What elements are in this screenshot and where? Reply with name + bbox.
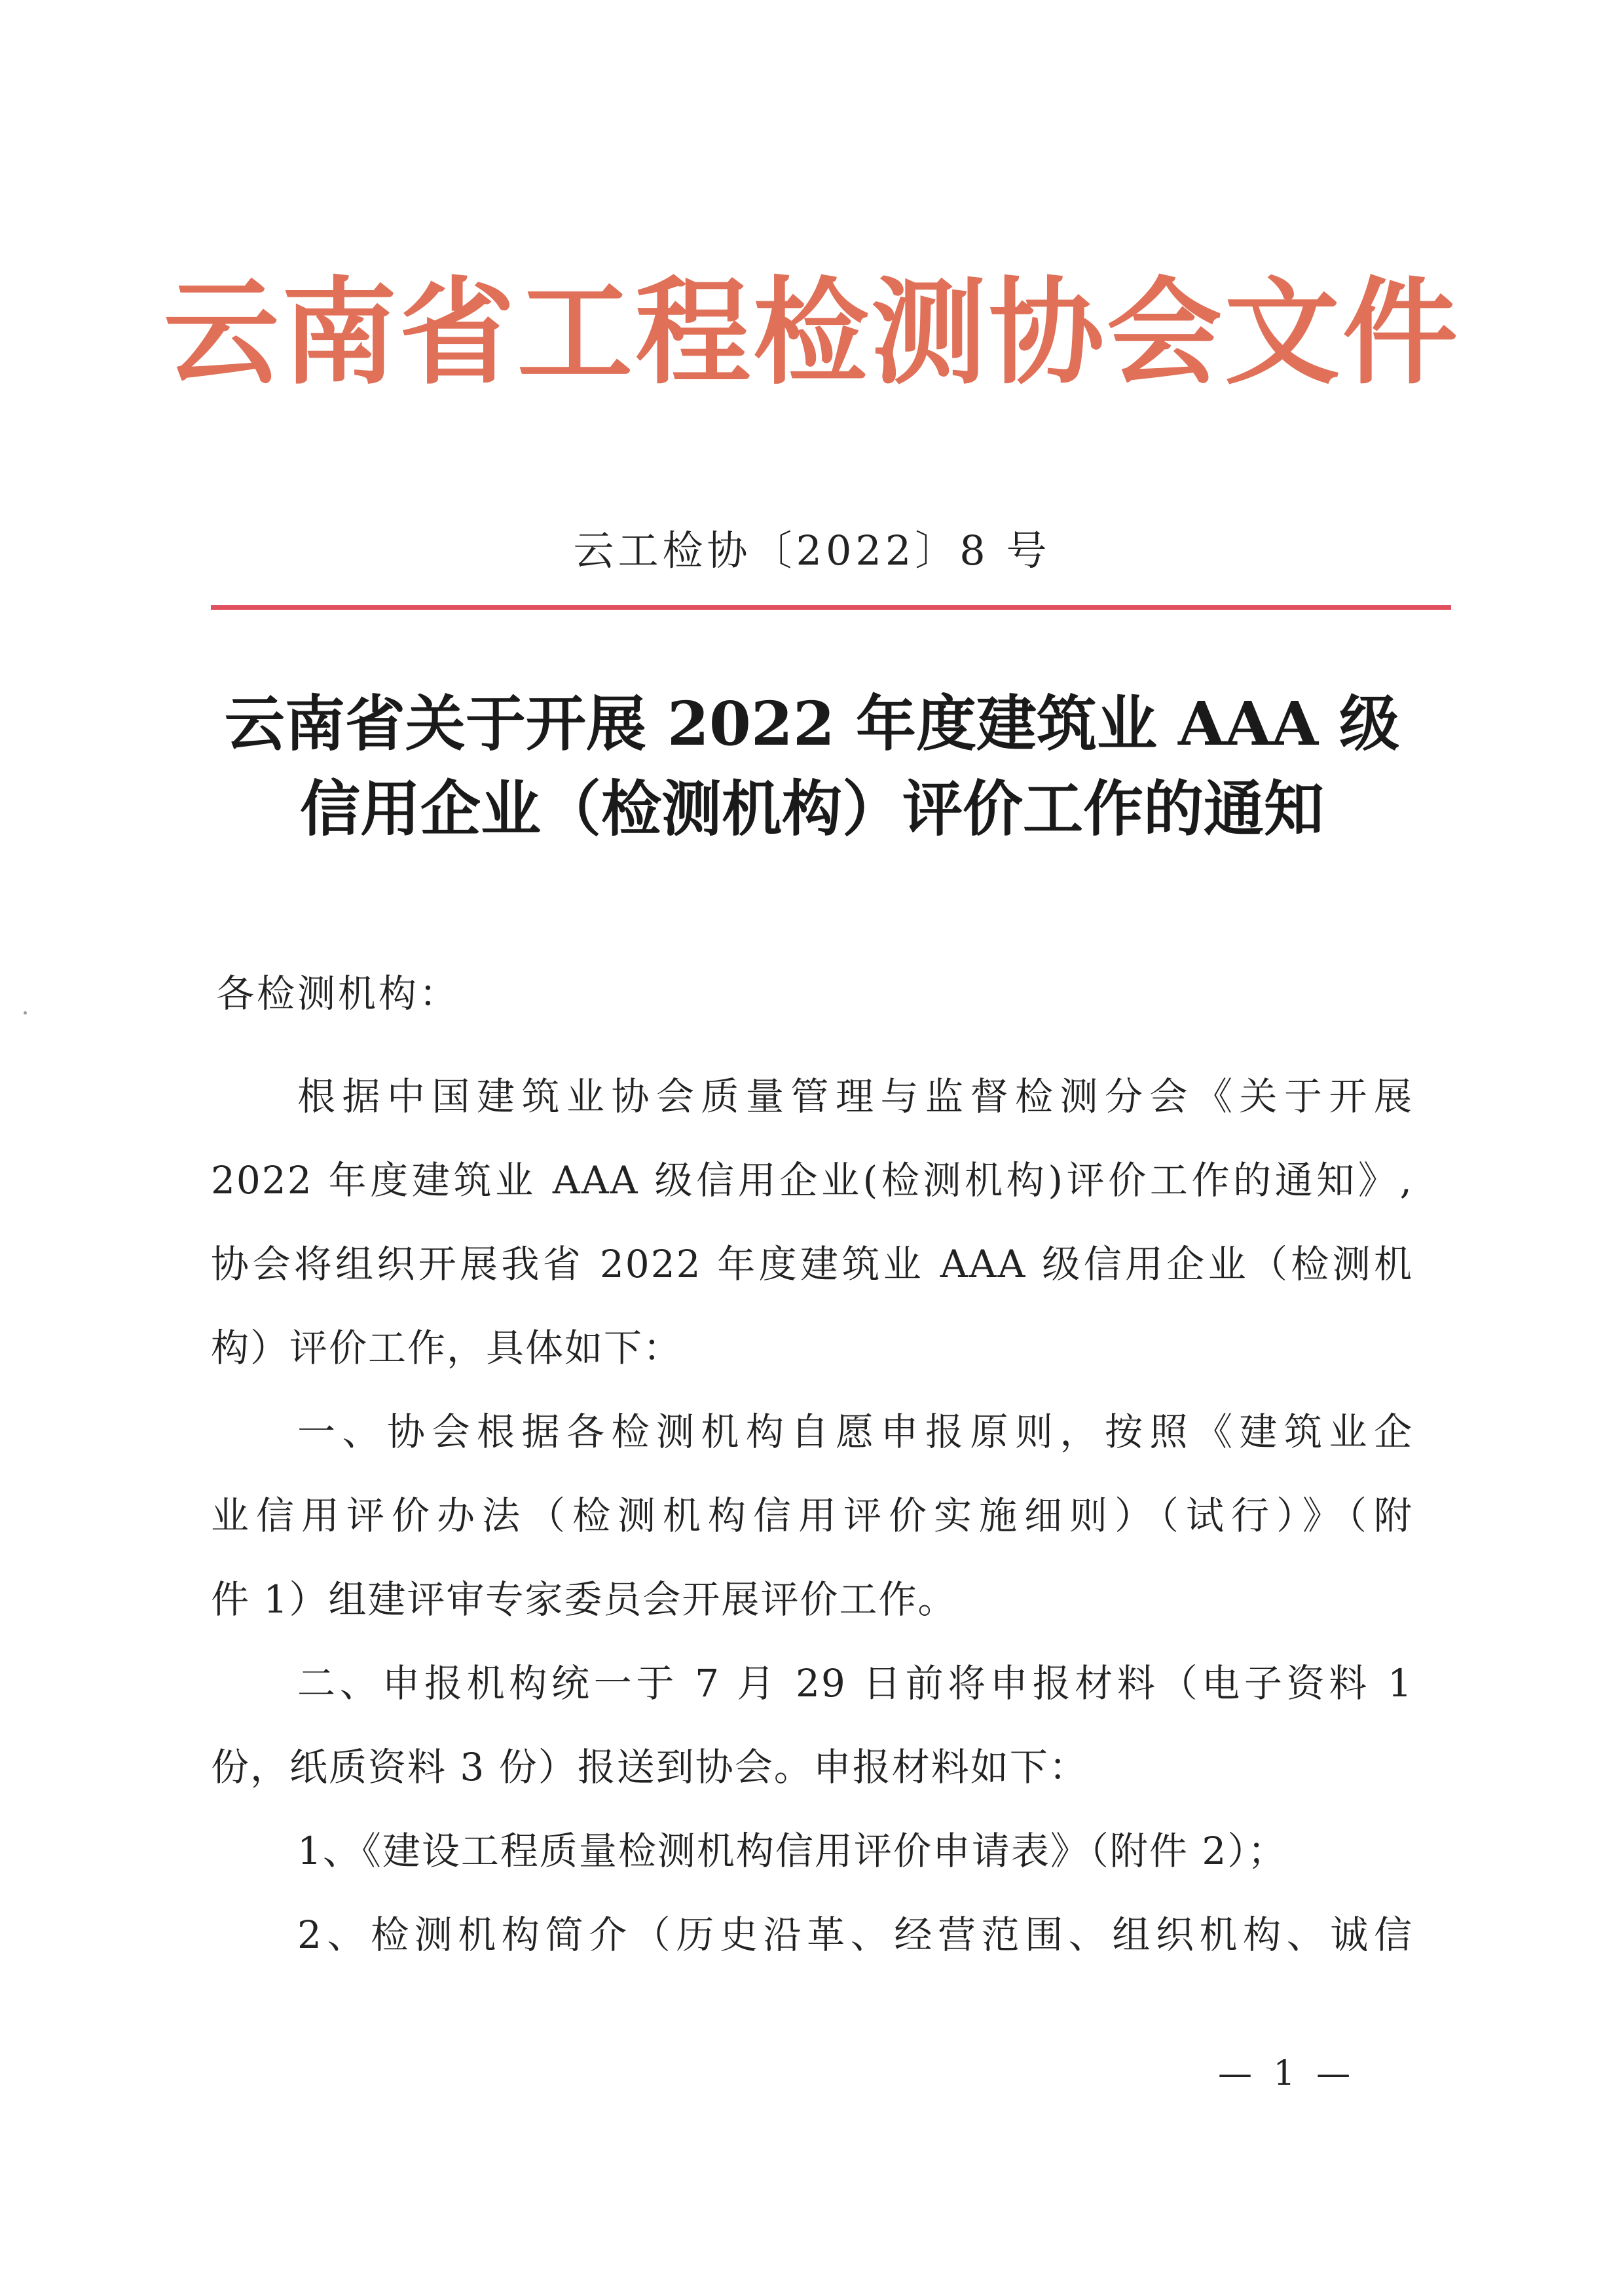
document-number: 云工检协〔2022〕8 号	[573, 527, 1051, 574]
body-line: 构）评价工作，具体如下：	[211, 1326, 683, 1370]
body-line: 协会将组织开展我省 2022 年度建筑业 AAA 级信用企业（检测机	[211, 1242, 1413, 1286]
body-line: 一、协会根据各检测机构自愿申报原则，按照《建筑业企	[297, 1409, 1413, 1454]
org-header-title: 云南省工程检测协会文件	[163, 265, 1460, 400]
body-line: 件 1）组建评审专家委员会开展评价工作。	[211, 1577, 957, 1622]
header-divider-line	[211, 605, 1451, 610]
notice-title	[0, 681, 1624, 851]
body-line: 业信用评价办法（检测机构信用评价实施细则）（试行）》（附	[211, 1493, 1413, 1538]
body-line: 份，纸质资料 3 份）报送到协会。申报材料如下：	[211, 1745, 1088, 1789]
body-line: 2、检测机构简介（历史沿革、经营范围、组织机构、诚信	[297, 1912, 1413, 1957]
scan-artifact-dot	[24, 1011, 27, 1015]
page-number: — 1 —	[1218, 2054, 1356, 2093]
notice-title-line-2: 信用企业（检测机构）评价工作的通知	[299, 774, 1324, 844]
body-line: 根据中国建筑业协会质量管理与监督检测分会《关于开展	[297, 1074, 1413, 1119]
notice-title-line-1: 云南省关于开展 2022 年度建筑业 AAA 级	[224, 688, 1400, 759]
body-line: 2022 年度建筑业 AAA 级信用企业(检测机构)评价工作的通知》,	[211, 1158, 1413, 1203]
salutation: 各检测机构：	[216, 971, 460, 1016]
body-text	[211, 1054, 1413, 1977]
body-line: 1、《建设工程质量检测机构信用评价申请表》（附件 2）；	[297, 1829, 1287, 1873]
body-line: 二、申报机构统一于 7 月 29 日前将申报材料（电子资料 1	[297, 1661, 1413, 1706]
